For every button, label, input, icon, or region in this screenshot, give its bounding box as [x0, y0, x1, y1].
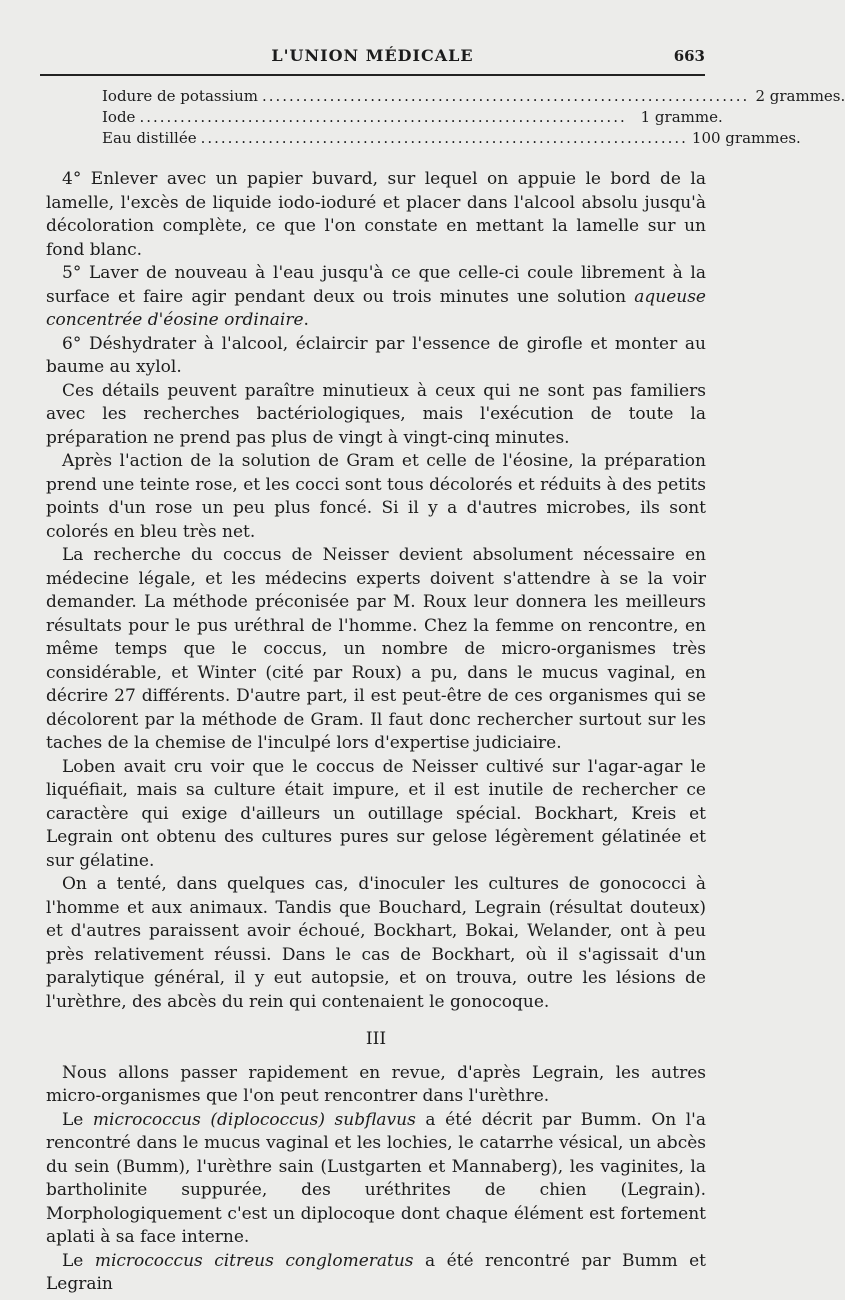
journal-title: L'UNION MÉDICALE — [271, 46, 474, 65]
paragraph: Ces détails peuvent paraître minutieux à ceux qui ne sont pas familiers avec les recherches bactériologiques, mais l'exécution de toute la préparation ne prend pas plus de vingt à vingt-cinq minutes. — [46, 380, 706, 448]
ingredient-name: Iodure de potassium — [102, 87, 258, 105]
text-run: a été rencontré par Bumm et Legrain — [46, 1250, 706, 1294]
page-number: 663 — [673, 47, 705, 65]
paragraph: 4° Enlever avec un papier buvard, sur lequel on appuie le bord de la lamelle, l'excès de liquide iodo-ioduré et placer dans l'alcool absolu jusqu'à décoloration complète, ce que l'on constate en mettant la lamelle sur un fond blanc. — [46, 169, 706, 260]
formula-row — [102, 87, 845, 108]
text-run: Le — [62, 1250, 95, 1271]
paragraph: On a tenté, dans quelques cas, d'inoculer les cultures de gonococci à l'homme et aux animaux. Tandis que Bouchard, Legrain (résultat douteux) et d'autres paraissent avoir échoué, Bockhart, Bokai, Welander, ont à peu près relativement réussi. Dans le cas de Bockhart, où il s'agissait d'un paralytique général, il y eut autopsie, et on trouva, outre les lésions de l'urèthre, des abcès du rein qui contenaient le gonocoque. — [46, 874, 706, 1012]
italic-text: micrococcus (diplococcus) subflavus — [92, 1109, 416, 1130]
ingredient-quantity: 100 grammes. — [691, 129, 801, 147]
running-header — [40, 40, 705, 76]
paragraph — [46, 1250, 706, 1297]
formula-table — [102, 87, 845, 150]
text-run: a été décrit par Bumm. On l'a rencontré dans le mucus vaginal et les lochies, le catarrhe vésical, un abcès du sein (Bumm), l'urèthre sain (Lustgarten et Mannaberg), les vaginites, la bartholinite suppurée, des uréthrites de chien (Legrain). Morphologiquement c'est un diplocoque dont chaque élément est fortement aplati à sa face interne. — [46, 1109, 706, 1247]
text-run: Le — [62, 1109, 93, 1130]
leader-dots: ........................................................................ — [200, 129, 688, 147]
ingredient-quantity: 1 gramme. — [640, 108, 723, 126]
formula-row — [102, 108, 723, 129]
ingredient-name: Eau distillée — [102, 129, 197, 147]
leader-dots: ........................................................................ — [139, 108, 627, 126]
text-run: . — [303, 310, 309, 330]
paragraph — [46, 262, 706, 333]
paragraph: Nous allons passer rapidement en revue, d'après Legrain, les autres micro-organismes que l'on peut rencontrer dans l'urèthre. — [46, 1062, 706, 1106]
italic-text: aqueuse concentrée d'éosine ordinaire — [46, 286, 706, 330]
ingredient-quantity: 2 grammes. — [755, 87, 845, 105]
section-heading: III — [365, 1029, 387, 1049]
italic-text: micrococcus citreus conglomeratus — [94, 1250, 414, 1271]
paragraph: Après l'action de la solution de Gram et celle de l'éosine, la préparation prend une teinte rose, et les cocci sont tous décolorés et réduits à des petits points d'un rose un peu plus foncé. Si il y a d'autres microbes, ils sont colorés en bleu très net. — [46, 451, 706, 542]
text-run: 5° Laver de nouveau à l'eau jusqu'à ce que celle-ci coule librement à la surface et faire agir pendant deux ou trois minutes une solution — [46, 263, 706, 307]
paragraph: Loben avait cru voir que le coccus de Neisser cultivé sur l'agar-agar le liquéfiait, mais sa culture était impure, et il est inutile de rechercher ce caractère qui exige d'ailleurs un outillage spécial. Bockhart, Kreis et Legrain ont obtenu des cultures pures sur gelose légèrement gélatinée et sur gélatine. — [46, 756, 706, 871]
paragraph: La recherche du coccus de Neisser devient absolument nécessaire en médecine légale, et les médecins experts doivent s'attendre à se la voir demander. La méthode préconisée par M. Roux leur donnera les meilleurs résultats pour le pus uréthral de l'homme. Chez la femme on rencontre, en même temps que le coccus, un nombre de micro-organismes très considérable, et Winter (cité par Roux) a pu, dans le mucus vaginal, en décrire 27 différents. D'autre part, il est peut-être de ces organismes qui se décolorent par la méthode de Gram. Il faut donc rechercher surtout sur les taches de la chemise de l'inculpé lors d'expertise judiciaire. — [46, 545, 706, 753]
formula-row — [102, 129, 801, 150]
paragraph: 6° Déshydrater à l'alcool, éclaircir par l'essence de girofle et monter au baume au xylol. — [46, 333, 706, 377]
article-body — [46, 168, 706, 1297]
ingredient-name: Iode — [102, 108, 136, 126]
paragraph — [46, 1109, 706, 1250]
leader-dots: ........................................................................ — [261, 87, 750, 105]
